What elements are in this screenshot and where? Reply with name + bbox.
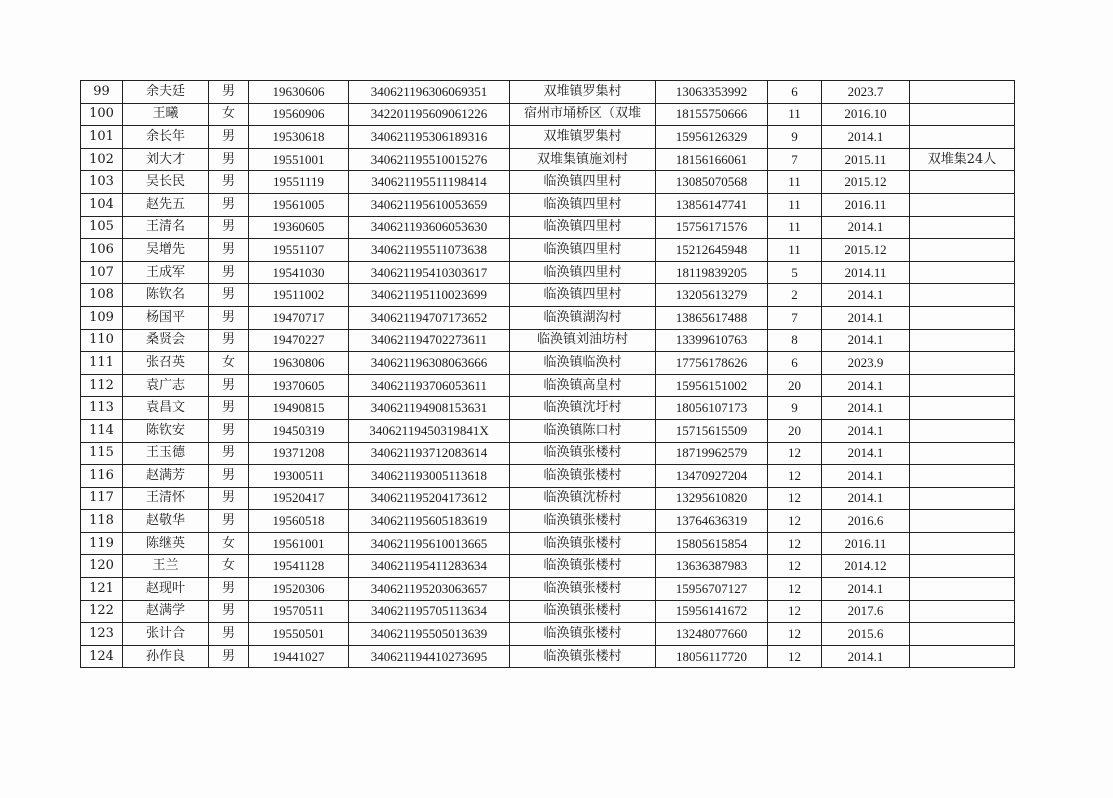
date-cell: 2023.7 [822,81,910,104]
sex-cell: 男 [209,487,249,510]
row-number: 123 [81,623,123,646]
count-cell: 11 [768,239,822,262]
person-name: 陈钦安 [123,419,209,442]
person-name: 王清名 [123,216,209,239]
roster-body [81,81,1015,668]
id-number: 340621196306069351 [349,81,510,104]
date-cell: 2015.12 [822,171,910,194]
count-cell: 9 [768,126,822,149]
birth-date: 19360605 [249,216,349,239]
birth-date: 19550501 [249,623,349,646]
date-cell: 2014.1 [822,126,910,149]
count-cell: 12 [768,623,822,646]
person-name: 王曦 [123,103,209,126]
note-cell [910,261,1015,284]
table-row [81,419,1015,442]
note-cell [910,555,1015,578]
table-row [81,239,1015,262]
date-cell: 2014.1 [822,645,910,668]
row-number: 108 [81,284,123,307]
count-cell: 12 [768,532,822,555]
id-number: 340621195610013665 [349,532,510,555]
person-name: 赵先五 [123,193,209,216]
phone-number: 15956151002 [656,374,768,397]
person-name: 王清怀 [123,487,209,510]
person-name: 王兰 [123,555,209,578]
address: 临涣镇沈桥村 [510,487,656,510]
table-row [81,329,1015,352]
sex-cell: 男 [209,465,249,488]
count-cell: 11 [768,216,822,239]
sex-cell: 男 [209,261,249,284]
address: 临涣镇陈口村 [510,419,656,442]
row-number: 113 [81,397,123,420]
phone-number: 17756178626 [656,352,768,375]
sex-cell: 女 [209,103,249,126]
count-cell: 12 [768,465,822,488]
phone-number: 18155750666 [656,103,768,126]
phone-number: 15956707127 [656,578,768,601]
date-cell: 2014.1 [822,284,910,307]
sex-cell: 女 [209,532,249,555]
id-number: 340621194702273611 [349,329,510,352]
row-number: 101 [81,126,123,149]
phone-number: 13470927204 [656,465,768,488]
table-row [81,81,1015,104]
count-cell: 12 [768,487,822,510]
address: 临涣镇四里村 [510,261,656,284]
address: 临涣镇高皇村 [510,374,656,397]
note-cell [910,284,1015,307]
row-number: 107 [81,261,123,284]
count-cell: 11 [768,193,822,216]
table-row [81,374,1015,397]
note-cell [910,623,1015,646]
table-row [81,442,1015,465]
birth-date: 19441027 [249,645,349,668]
person-name: 孙作良 [123,645,209,668]
birth-date: 19630606 [249,81,349,104]
person-name: 袁广志 [123,374,209,397]
birth-date: 19560518 [249,510,349,533]
address: 临涣镇四里村 [510,239,656,262]
row-number: 104 [81,193,123,216]
row-number: 103 [81,171,123,194]
table-row [81,487,1015,510]
row-number: 124 [81,645,123,668]
person-name: 桑贤会 [123,329,209,352]
sex-cell: 男 [209,374,249,397]
table-row [81,148,1015,171]
birth-date: 19371208 [249,442,349,465]
table-row [81,578,1015,601]
date-cell: 2014.12 [822,555,910,578]
id-number: 340621196308063666 [349,352,510,375]
phone-number: 13085070568 [656,171,768,194]
table-row [81,532,1015,555]
row-number: 120 [81,555,123,578]
address: 临涣镇四里村 [510,193,656,216]
address: 临涣镇张楼村 [510,600,656,623]
note-cell [910,442,1015,465]
note-cell [910,600,1015,623]
phone-number: 18056117720 [656,645,768,668]
row-number: 105 [81,216,123,239]
birth-date: 19470717 [249,306,349,329]
row-number: 100 [81,103,123,126]
id-number: 340621195306189316 [349,126,510,149]
note-cell [910,329,1015,352]
date-cell: 2014.1 [822,397,910,420]
birth-date: 19561005 [249,193,349,216]
person-name: 刘大才 [123,148,209,171]
id-number: 340621195204173612 [349,487,510,510]
count-cell: 12 [768,578,822,601]
birth-date: 19450319 [249,419,349,442]
date-cell: 2014.1 [822,306,910,329]
row-number: 116 [81,465,123,488]
address: 临涣镇四里村 [510,284,656,307]
row-number: 118 [81,510,123,533]
person-name: 余夫廷 [123,81,209,104]
id-number: 340621195511073638 [349,239,510,262]
birth-date: 19551119 [249,171,349,194]
date-cell: 2014.1 [822,216,910,239]
phone-number: 13636387983 [656,555,768,578]
date-cell: 2016.6 [822,510,910,533]
sex-cell: 男 [209,645,249,668]
id-number: 340621194410273695 [349,645,510,668]
address: 临涣镇临涣村 [510,352,656,375]
note-cell [910,216,1015,239]
note-cell [910,397,1015,420]
id-number: 340621193706053611 [349,374,510,397]
person-name: 张计合 [123,623,209,646]
phone-number: 13764636319 [656,510,768,533]
row-number: 114 [81,419,123,442]
count-cell: 20 [768,374,822,397]
count-cell: 11 [768,103,822,126]
table-row [81,216,1015,239]
note-cell [910,171,1015,194]
row-number: 115 [81,442,123,465]
id-number: 340621195505013639 [349,623,510,646]
note-cell [910,532,1015,555]
id-number: 340621195410303617 [349,261,510,284]
person-name: 赵满芳 [123,465,209,488]
id-number: 340621193712083614 [349,442,510,465]
sex-cell: 男 [209,284,249,307]
count-cell: 12 [768,442,822,465]
sex-cell: 男 [209,148,249,171]
count-cell: 12 [768,645,822,668]
address: 宿州市埇桥区（双堆 [510,103,656,126]
address: 临涣镇四里村 [510,216,656,239]
phone-number: 18156166061 [656,148,768,171]
sex-cell: 男 [209,171,249,194]
row-number: 110 [81,329,123,352]
date-cell: 2023.9 [822,352,910,375]
count-cell: 6 [768,81,822,104]
phone-number: 18119839205 [656,261,768,284]
id-number: 340621195610053659 [349,193,510,216]
person-name: 杨国平 [123,306,209,329]
phone-number: 15956126329 [656,126,768,149]
phone-number: 13295610820 [656,487,768,510]
date-cell: 2014.11 [822,261,910,284]
note-cell [910,510,1015,533]
person-name: 张召英 [123,352,209,375]
sex-cell: 男 [209,397,249,420]
note-cell [910,193,1015,216]
count-cell: 5 [768,261,822,284]
person-name: 陈继英 [123,532,209,555]
date-cell: 2014.1 [822,329,910,352]
address: 临涣镇沈圩村 [510,397,656,420]
row-number: 119 [81,532,123,555]
phone-number: 15956141672 [656,600,768,623]
birth-date: 19490815 [249,397,349,420]
row-number: 121 [81,578,123,601]
sex-cell: 女 [209,555,249,578]
id-number: 340621194707173652 [349,306,510,329]
address: 临涣镇张楼村 [510,578,656,601]
date-cell: 2015.12 [822,239,910,262]
address: 临涣镇张楼村 [510,442,656,465]
id-number: 34062119450319841X [349,419,510,442]
count-cell: 2 [768,284,822,307]
address: 临涣镇张楼村 [510,623,656,646]
person-name: 陈钦名 [123,284,209,307]
sex-cell: 男 [209,329,249,352]
person-name: 赵现叶 [123,578,209,601]
date-cell: 2014.1 [822,442,910,465]
id-number: 340621193606053630 [349,216,510,239]
row-number: 122 [81,600,123,623]
address: 临涣镇张楼村 [510,510,656,533]
id-number: 340621195510015276 [349,148,510,171]
row-number: 112 [81,374,123,397]
id-number: 340621195110023699 [349,284,510,307]
address: 双堆集镇施刘村 [510,148,656,171]
birth-date: 19541128 [249,555,349,578]
note-cell [910,645,1015,668]
date-cell: 2016.11 [822,193,910,216]
count-cell: 20 [768,419,822,442]
id-number: 340621195511198414 [349,171,510,194]
note-cell: 双堆集24人 [910,148,1015,171]
table-row [81,193,1015,216]
phone-number: 15715615509 [656,419,768,442]
row-number: 117 [81,487,123,510]
birth-date: 19560906 [249,103,349,126]
birth-date: 19551107 [249,239,349,262]
sex-cell: 男 [209,623,249,646]
address: 临涣镇湖沟村 [510,306,656,329]
date-cell: 2014.1 [822,578,910,601]
person-name: 吴长民 [123,171,209,194]
table-row [81,103,1015,126]
birth-date: 19470227 [249,329,349,352]
row-number: 102 [81,148,123,171]
table-row [81,261,1015,284]
date-cell: 2014.1 [822,465,910,488]
date-cell: 2015.6 [822,623,910,646]
sex-cell: 男 [209,81,249,104]
id-number: 342201195609061226 [349,103,510,126]
table-row [81,397,1015,420]
sex-cell: 男 [209,239,249,262]
sex-cell: 男 [209,216,249,239]
address: 双堆镇罗集村 [510,126,656,149]
address: 临涣镇刘油坊村 [510,329,656,352]
phone-number: 13399610763 [656,329,768,352]
person-name: 袁昌文 [123,397,209,420]
date-cell: 2016.11 [822,532,910,555]
sex-cell: 男 [209,510,249,533]
birth-date: 19541030 [249,261,349,284]
phone-number: 13865617488 [656,306,768,329]
date-cell: 2016.10 [822,103,910,126]
table-row [81,306,1015,329]
count-cell: 12 [768,555,822,578]
id-number: 340621194908153631 [349,397,510,420]
phone-number: 13856147741 [656,193,768,216]
sex-cell: 男 [209,126,249,149]
person-name: 余长年 [123,126,209,149]
phone-number: 13205613279 [656,284,768,307]
date-cell: 2014.1 [822,374,910,397]
phone-number: 15805615854 [656,532,768,555]
birth-date: 19570511 [249,600,349,623]
phone-number: 15212645948 [656,239,768,262]
count-cell: 7 [768,148,822,171]
id-number: 340621195203063657 [349,578,510,601]
phone-number: 13063353992 [656,81,768,104]
person-name: 吴增先 [123,239,209,262]
date-cell: 2017.6 [822,600,910,623]
birth-date: 19551001 [249,148,349,171]
count-cell: 7 [768,306,822,329]
id-number: 340621193005113618 [349,465,510,488]
birth-date: 19370605 [249,374,349,397]
sex-cell: 男 [209,600,249,623]
birth-date: 19561001 [249,532,349,555]
birth-date: 19520417 [249,487,349,510]
sex-cell: 男 [209,419,249,442]
count-cell: 8 [768,329,822,352]
sex-cell: 男 [209,578,249,601]
id-number: 340621195411283634 [349,555,510,578]
note-cell [910,306,1015,329]
sex-cell: 女 [209,352,249,375]
sex-cell: 男 [209,193,249,216]
sex-cell: 男 [209,306,249,329]
address: 双堆镇罗集村 [510,81,656,104]
date-cell: 2015.11 [822,148,910,171]
table-row [81,171,1015,194]
note-cell [910,352,1015,375]
address: 临涣镇张楼村 [510,532,656,555]
table-row [81,510,1015,533]
address: 临涣镇四里村 [510,171,656,194]
id-number: 340621195605183619 [349,510,510,533]
count-cell: 12 [768,600,822,623]
note-cell [910,81,1015,104]
note-cell [910,578,1015,601]
date-cell: 2014.1 [822,487,910,510]
phone-number: 18056107173 [656,397,768,420]
phone-number: 15756171576 [656,216,768,239]
row-number: 109 [81,306,123,329]
note-cell [910,103,1015,126]
count-cell: 11 [768,171,822,194]
row-number: 111 [81,352,123,375]
date-cell: 2014.1 [822,419,910,442]
note-cell [910,374,1015,397]
row-number: 106 [81,239,123,262]
birth-date: 19300511 [249,465,349,488]
table-row [81,126,1015,149]
roster-table [80,80,1015,668]
row-number: 99 [81,81,123,104]
count-cell: 6 [768,352,822,375]
table-row [81,352,1015,375]
phone-number: 13248077660 [656,623,768,646]
count-cell: 12 [768,510,822,533]
birth-date: 19530618 [249,126,349,149]
address: 临涣镇张楼村 [510,555,656,578]
note-cell [910,239,1015,262]
note-cell [910,465,1015,488]
table-row [81,555,1015,578]
phone-number: 18719962579 [656,442,768,465]
table-row [81,465,1015,488]
person-name: 王玉德 [123,442,209,465]
birth-date: 19630806 [249,352,349,375]
table-row [81,645,1015,668]
address: 临涣镇张楼村 [510,465,656,488]
note-cell [910,419,1015,442]
person-name: 赵满学 [123,600,209,623]
person-name: 赵敬华 [123,510,209,533]
count-cell: 9 [768,397,822,420]
birth-date: 19511002 [249,284,349,307]
note-cell [910,487,1015,510]
birth-date: 19520306 [249,578,349,601]
person-name: 王成军 [123,261,209,284]
note-cell [910,126,1015,149]
id-number: 340621195705113634 [349,600,510,623]
table-row [81,600,1015,623]
table-row [81,623,1015,646]
table-row [81,284,1015,307]
address: 临涣镇张楼村 [510,645,656,668]
sex-cell: 男 [209,442,249,465]
